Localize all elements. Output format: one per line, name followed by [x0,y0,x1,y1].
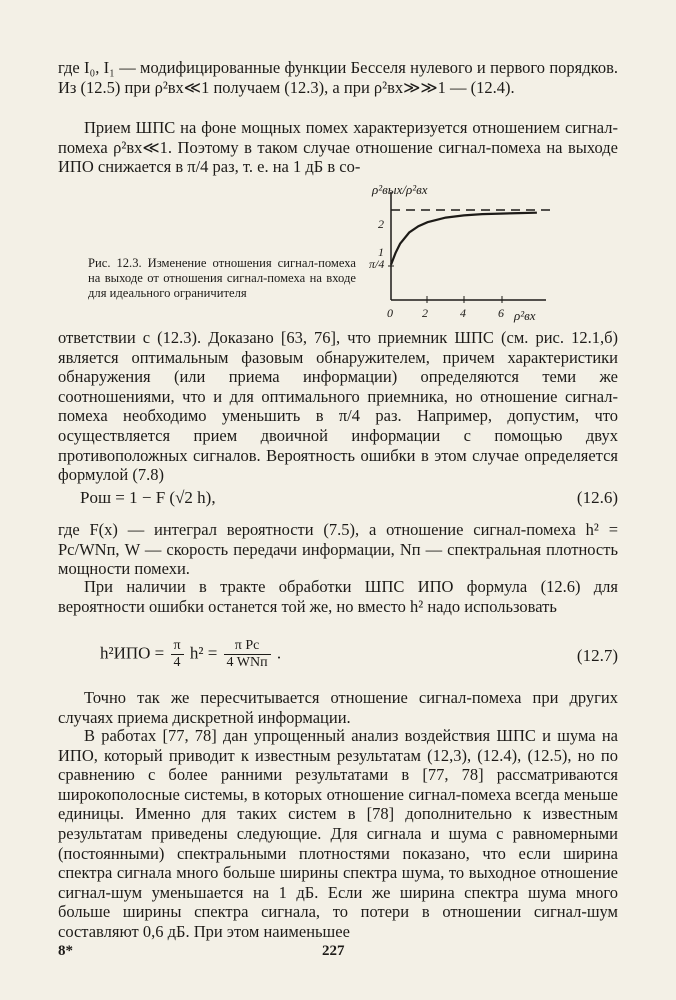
paragraph-7 [58,726,618,942]
fraction-denominator: 4 WNп [226,655,268,670]
x-tick-0: 0 [387,306,393,320]
paragraph-1 [58,58,618,97]
paragraph-3-text: ответствии с (12.3). Доказано [63, 76], что приемник ШПС (см. рис. 12.1,б) является оптимальным фазовым обнаружителем, причем характеристики обнаружения (или приема информации) определяются теми же соотношениями, что и для оптимального приемника, но отношение сигнал-помеха необходимо уменьшить в π/4 раз. Например, допустим, что осуществляется прием двоичной информации с помощью двух противоположных сигналов. Вероятность ошибки в этом случае определяется формулой (7.8) [58,328,618,485]
fraction-four: 4 [173,655,181,670]
fraction-numerator: π Pс [224,638,271,655]
formula-12-7-lhs: h²ИПО = [100,643,165,663]
formula-12-6 [58,486,618,514]
formula-12-7-number: (12.7) [576,646,618,665]
formula-12-7-expression [100,638,281,671]
paragraph-5 [58,577,618,616]
formula-12-7 [58,638,618,674]
formula-12-6-expression: Pош = 1 − F (√2 h), [80,488,216,507]
y-tick-1: 1 [378,245,384,259]
fraction-pi: π [171,638,184,655]
paragraph-2 [58,118,618,177]
figure-caption: Рис. 12.3. Изменение отношения сигнал-помеха на выходе от отношения сигнал-помеха на входе для идеального ограничителя [88,256,356,300]
page-number: 227 [322,943,345,959]
paragraph-3 [58,328,618,485]
formula-12-7-end: . [276,643,282,663]
x-axis-label: ρ²вх [514,308,536,323]
y-tick-2: 2 [378,217,384,231]
paragraph-6-text: Точно так же пересчитывается отношение сигнал-помеха при других случаях приема дискретной информации. [58,688,618,727]
x-tick-4: 4 [460,306,466,320]
output-ratio-curve [391,213,537,265]
paragraph-4-text: где F(x) — интеграл вероятности (7.5), а отношение сигнал-помеха h² = Pс/WNп, W — скорость передачи информации, Nп — спектральная плотность мощности помехи. [58,520,618,579]
paragraph-7-text: В работах [77, 78] дан упрощенный анализ воздействия ШПС и шума на ИПО, который приводит к известным результатам (12,3), (12.4), (12.5), но по сравнению с более ранними результатами в [77, 78] рассматриваются широкополосные системы, в которых отношение сигнал-помеха всегда меньше единицы. Именно для таких систем в [78] дополнительно к известным результатам приведены следующие. Для сигнала и шума с равномерными (постоянными) спектральными плотностями показано, что если ширина спектра сигнала много больше ширины спектра шума, то выходное отношение сигнал-шум уменьшается на 1 дБ. Если же ширина спектра шума много больше ширины спектра сигнала, то потери в отношении сигнал-шум составляют 0,6 дБ. При этом наименьшее [58,726,618,941]
paragraph-6 [58,688,618,727]
fraction-power-ratio [224,638,271,671]
formula-12-6-number: (12.6) [576,488,618,507]
x-tick-2: 2 [422,306,428,320]
x-tick-6: 6 [498,306,504,320]
paragraph-5-text: При наличии в тракте обработки ШПС ИПО формула (12.6) для вероятности ошибки останется той же, но вместо h² надо использовать [58,577,618,616]
signature-mark: 8* [58,943,73,959]
fraction-pi-over-4 [171,638,184,671]
paragraph-2-text: Прием ШПС на фоне мощных помех характеризуется отношением сигнал-помеха ρ²вх≪1. Поэтому в таком случае отношение сигнал-помеха на выходе ИПО снижается в π/4 раз, т. е. на 1 дБ в со- [58,118,618,177]
paragraph-4 [58,520,618,579]
formula-12-7-mid: h² = [189,643,218,663]
y-tick-pi4: π/4 [369,257,385,271]
paragraph-1-text: где I₀, I₁ — модифицированные функции Бесселя нулевого и первого порядков. Из (12.5) при ρ²вх≪1 получаем (12.3), а при ρ²вх≫≫1 — (12.4). [58,58,618,97]
figure-12-3-chart [366,182,566,332]
y-axis-label: ρ²вых/ρ²вх [372,182,428,197]
